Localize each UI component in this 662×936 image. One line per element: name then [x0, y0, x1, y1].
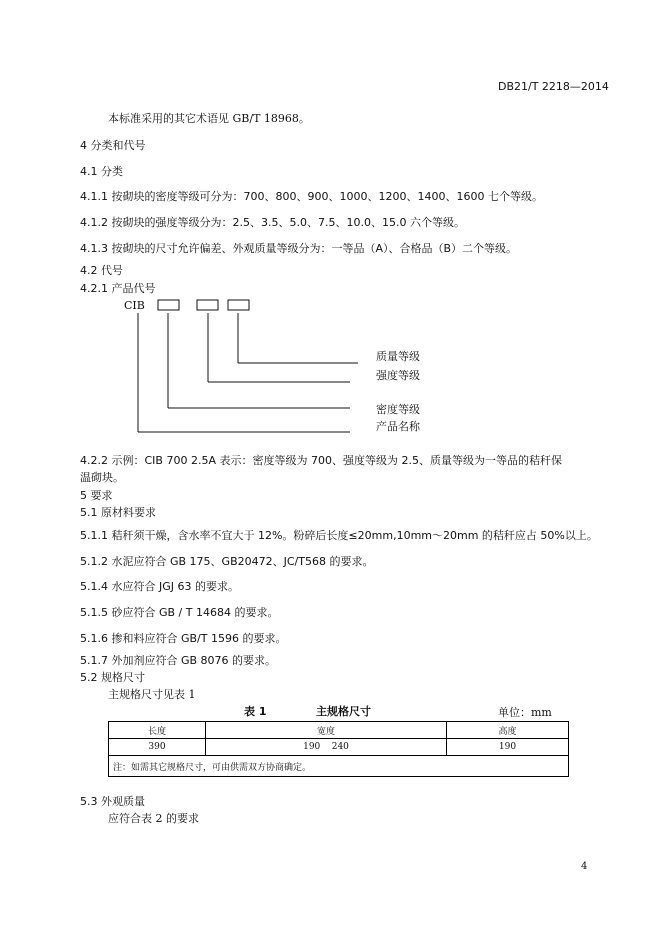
cell-width: 190 240 [206, 739, 447, 756]
table-header-row [109, 722, 569, 739]
section-5-1-2: 5.1.2 水泥应符合 GB 175、GB20472、JC/T568 的要求。 [80, 555, 374, 568]
section-5-3-text: 应符合表 2 的要求 [108, 812, 199, 825]
section-4-1-heading: 4.1 分类 [80, 165, 123, 178]
section-5-2-heading: 5.2 规格尺寸 [80, 671, 145, 684]
quality-box [228, 300, 249, 310]
cell-length: 390 [109, 739, 206, 756]
table-note: 注：如需其它规格尺寸，可由供需双方协商确定。 [109, 756, 569, 777]
section-5-1-1: 5.1.1 秸秆须干燥，含水率不宜大于 12%。粉碎后长度≤20mm,10mm～20mm 的秸秆应占 50%以上。 [80, 529, 598, 542]
section-4-2-2-line2: 温砌块。 [80, 471, 124, 484]
section-5-2-text: 主规格尺寸见表 1 [108, 688, 196, 701]
strength-label: 强度等级 [376, 369, 420, 382]
section-4-2-heading: 4.2 代号 [80, 264, 123, 277]
density-box [158, 300, 179, 310]
header-height: 高度 [447, 722, 569, 739]
cell-height: 190 [447, 739, 569, 756]
section-4-1-3: 4.1.3 按砌块的尺寸允许偏差、外观质量等级分为：一等品（A）、合格品（B）二个等级。 [80, 242, 518, 255]
intro-text: 本标准采用的其它术语见 GB/T 18968。 [108, 112, 310, 125]
doc-number: DB21/T 2218—2014 [498, 80, 609, 93]
density-label: 密度等级 [376, 403, 420, 416]
strength-box [197, 300, 218, 310]
header-width: 宽度 [206, 722, 447, 739]
header-length: 长度 [109, 722, 206, 739]
product-name-label: 产品名称 [376, 420, 420, 433]
table-1-number: 表 1 [244, 705, 267, 718]
section-4-2-2-line1: 4.2.2 示例：CIB 700 2.5A 表示：密度等级为 700、强度等级为 2.5、质量等级为一等品的秸秆保 [80, 454, 562, 467]
section-5-3-heading: 5.3 外观质量 [80, 795, 145, 808]
section-5-1-6: 5.1.6 掺和料应符合 GB/T 1596 的要求。 [80, 632, 287, 645]
table-1-title: 主规格尺寸 [316, 705, 371, 718]
page-number: 4 [581, 861, 588, 872]
section-4-heading: 4 分类和代号 [80, 139, 146, 152]
section-5-1-heading: 5.1 原材料要求 [80, 506, 156, 519]
section-4-1-1: 4.1.1 按砌块的密度等级可分为：700、800、900、1000、1200、1400、1600 七个等级。 [80, 190, 543, 203]
section-4-2-1-heading: 4.2.1 产品代号 [80, 282, 156, 295]
table-row [109, 739, 569, 756]
section-4-1-2: 4.1.2 按砌块的强度等级分为：2.5、3.5、5.0、7.5、10.0、15.0 六个等级。 [80, 216, 465, 229]
section-5-1-7: 5.1.7 外加剂应符合 GB 8076 的要求。 [80, 654, 277, 667]
quality-label: 质量等级 [376, 350, 420, 363]
section-5-1-5: 5.1.5 砂应符合 GB / T 14684 的要求。 [80, 606, 279, 619]
section-5-1-4: 5.1.4 水应符合 JGJ 63 的要求。 [80, 580, 239, 593]
diagram-prefix: CIB [124, 299, 145, 312]
section-5-heading: 5 要求 [80, 489, 113, 502]
table-note-row [109, 756, 569, 777]
table-1-unit: 单位：mm [498, 706, 552, 719]
table-1 [108, 721, 569, 777]
